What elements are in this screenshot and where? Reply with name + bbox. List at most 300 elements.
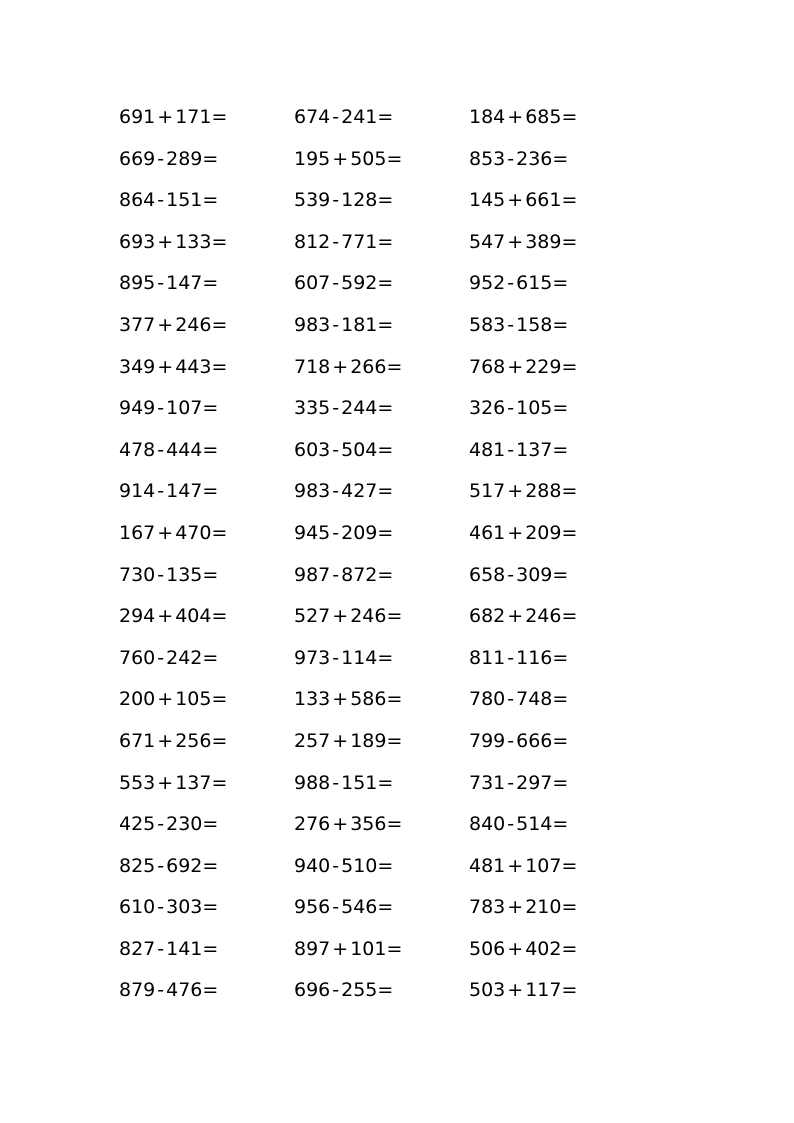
- operand-b: 133: [175, 230, 212, 253]
- equals-sign: =: [377, 896, 394, 919]
- equals-sign: =: [377, 854, 394, 877]
- operand-a: 840: [469, 813, 506, 836]
- operand-b: 117: [525, 979, 562, 1002]
- operand-b: 289: [166, 147, 203, 170]
- equals-sign: =: [377, 397, 394, 420]
- math-problem: [294, 471, 469, 513]
- operand-b: 443: [175, 355, 212, 378]
- operand-b: 105: [175, 688, 212, 711]
- math-problem: [119, 139, 294, 181]
- equals-sign: =: [386, 688, 403, 711]
- operand-a: 425: [119, 813, 156, 836]
- equals-sign: =: [211, 521, 228, 544]
- operator: +: [507, 521, 524, 544]
- operand-b: 246: [525, 605, 562, 628]
- math-problem: [294, 347, 469, 389]
- operand-b: 137: [175, 771, 212, 794]
- operand-b: 444: [166, 438, 203, 461]
- operator: -: [507, 688, 515, 711]
- equals-sign: =: [377, 646, 394, 669]
- operand-a: 674: [294, 106, 331, 128]
- operand-b: 288: [525, 480, 562, 503]
- equals-sign: =: [202, 189, 219, 212]
- equals-sign: =: [377, 521, 394, 544]
- math-problem: [469, 430, 644, 472]
- math-problem: [469, 263, 644, 305]
- operator: +: [157, 230, 174, 253]
- operator: -: [332, 230, 340, 253]
- operator: +: [332, 147, 349, 170]
- math-problem: [469, 721, 644, 763]
- operand-a: 603: [294, 438, 331, 461]
- math-problem: [119, 471, 294, 513]
- equals-sign: =: [386, 147, 403, 170]
- operand-a: 349: [119, 355, 156, 378]
- math-problem: [119, 555, 294, 597]
- equals-sign: =: [211, 771, 228, 794]
- operand-b: 266: [350, 355, 387, 378]
- operand-a: 184: [469, 106, 506, 128]
- equals-sign: =: [386, 729, 403, 752]
- equals-sign: =: [386, 605, 403, 628]
- operand-b: 297: [516, 771, 553, 794]
- operator: -: [157, 813, 165, 836]
- operand-a: 691: [119, 106, 156, 128]
- math-problem: [119, 596, 294, 638]
- math-problem: [294, 555, 469, 597]
- operator: -: [332, 646, 340, 669]
- math-problem: [119, 513, 294, 555]
- operator: -: [157, 563, 165, 586]
- equals-sign: =: [552, 813, 569, 836]
- operand-b: 210: [525, 896, 562, 919]
- math-problem: [294, 263, 469, 305]
- equals-sign: =: [561, 106, 578, 128]
- operand-a: 983: [294, 313, 331, 336]
- equals-sign: =: [211, 313, 228, 336]
- operand-b: 209: [525, 521, 562, 544]
- math-problem: [119, 721, 294, 763]
- operand-b: 107: [525, 854, 562, 877]
- operator: +: [507, 979, 524, 1002]
- equals-sign: =: [211, 106, 228, 128]
- math-problem: [294, 887, 469, 929]
- operand-b: 303: [166, 896, 203, 919]
- operand-a: 257: [294, 729, 331, 752]
- math-problem: [469, 804, 644, 846]
- operand-a: 973: [294, 646, 331, 669]
- operand-a: 583: [469, 313, 506, 336]
- operand-b: 141: [166, 937, 203, 960]
- operand-a: 914: [119, 480, 156, 503]
- math-problem: [294, 596, 469, 638]
- operand-a: 377: [119, 313, 156, 336]
- operand-a: 988: [294, 771, 331, 794]
- equals-sign: =: [202, 480, 219, 503]
- operator: -: [157, 438, 165, 461]
- operand-b: 101: [350, 937, 387, 960]
- operand-b: 389: [525, 230, 562, 253]
- math-problem: [294, 929, 469, 971]
- operand-b: 356: [350, 813, 387, 836]
- math-problem: [119, 763, 294, 805]
- math-problem: [469, 555, 644, 597]
- equals-sign: =: [377, 979, 394, 1002]
- math-problem: [469, 929, 644, 971]
- operator: -: [157, 272, 165, 295]
- operand-b: 158: [516, 313, 553, 336]
- operator: -: [507, 397, 515, 420]
- operand-b: 771: [341, 230, 378, 253]
- operand-b: 246: [175, 313, 212, 336]
- equals-sign: =: [202, 272, 219, 295]
- operand-b: 615: [516, 272, 553, 295]
- operand-a: 326: [469, 397, 506, 420]
- operator: -: [507, 147, 515, 170]
- operand-b: 244: [341, 397, 378, 420]
- equals-sign: =: [561, 355, 578, 378]
- math-problem: [119, 180, 294, 222]
- equals-sign: =: [386, 355, 403, 378]
- operand-a: 610: [119, 896, 156, 919]
- operand-a: 200: [119, 688, 156, 711]
- equals-sign: =: [377, 106, 394, 128]
- math-problem: [119, 929, 294, 971]
- equals-sign: =: [202, 854, 219, 877]
- operand-a: 294: [119, 605, 156, 628]
- math-problem: [119, 222, 294, 264]
- operand-a: 768: [469, 355, 506, 378]
- operator: +: [507, 106, 524, 128]
- problem-column-2: [294, 97, 469, 1012]
- equals-sign: =: [202, 147, 219, 170]
- equals-sign: =: [561, 937, 578, 960]
- operand-a: 853: [469, 147, 506, 170]
- operator: +: [507, 230, 524, 253]
- operator: -: [332, 313, 340, 336]
- operand-b: 171: [175, 106, 212, 128]
- operator: +: [507, 355, 524, 378]
- operator: +: [332, 813, 349, 836]
- operand-b: 748: [516, 688, 553, 711]
- operand-a: 949: [119, 397, 156, 420]
- math-problem: [294, 139, 469, 181]
- operator: -: [157, 397, 165, 420]
- equals-sign: =: [211, 605, 228, 628]
- operator: -: [332, 438, 340, 461]
- equals-sign: =: [377, 480, 394, 503]
- math-problem: [469, 97, 644, 139]
- operand-a: 167: [119, 521, 156, 544]
- operand-a: 658: [469, 563, 506, 586]
- operand-a: 987: [294, 563, 331, 586]
- operand-a: 825: [119, 854, 156, 877]
- operator: +: [157, 106, 174, 128]
- operator: +: [157, 771, 174, 794]
- math-problem: [294, 180, 469, 222]
- operand-b: 114: [341, 646, 378, 669]
- math-problem: [469, 347, 644, 389]
- operator: -: [157, 480, 165, 503]
- operand-b: 404: [175, 605, 212, 628]
- operand-b: 872: [341, 563, 378, 586]
- operand-b: 504: [341, 438, 378, 461]
- operator: -: [157, 979, 165, 1002]
- operand-b: 209: [341, 521, 378, 544]
- operand-a: 718: [294, 355, 331, 378]
- operand-a: 539: [294, 189, 331, 212]
- equals-sign: =: [386, 937, 403, 960]
- operator: +: [157, 688, 174, 711]
- operator: -: [332, 521, 340, 544]
- operand-b: 692: [166, 854, 203, 877]
- equals-sign: =: [377, 189, 394, 212]
- operator: -: [157, 854, 165, 877]
- equals-sign: =: [202, 979, 219, 1002]
- operator: -: [157, 937, 165, 960]
- operator: -: [332, 397, 340, 420]
- operator: -: [332, 563, 340, 586]
- math-problem: [469, 887, 644, 929]
- math-problem: [469, 846, 644, 888]
- operator: +: [157, 729, 174, 752]
- operand-a: 897: [294, 937, 331, 960]
- operator: +: [157, 605, 174, 628]
- operand-a: 693: [119, 230, 156, 253]
- equals-sign: =: [202, 813, 219, 836]
- operand-b: 241: [341, 106, 378, 128]
- math-problem: [469, 679, 644, 721]
- operator: -: [332, 854, 340, 877]
- operand-a: 671: [119, 729, 156, 752]
- operand-b: 546: [341, 896, 378, 919]
- operand-b: 151: [341, 771, 378, 794]
- math-problem: [469, 180, 644, 222]
- operator: -: [332, 771, 340, 794]
- math-problem: [469, 305, 644, 347]
- equals-sign: =: [377, 563, 394, 586]
- equals-sign: =: [211, 355, 228, 378]
- math-problem: [469, 471, 644, 513]
- operand-b: 586: [350, 688, 387, 711]
- equals-sign: =: [552, 147, 569, 170]
- operand-b: 661: [525, 189, 562, 212]
- problem-column-3: [469, 97, 644, 1012]
- operand-b: 309: [516, 563, 553, 586]
- operator: +: [332, 729, 349, 752]
- operand-b: 476: [166, 979, 203, 1002]
- operator: +: [332, 937, 349, 960]
- equals-sign: =: [561, 896, 578, 919]
- operand-b: 189: [350, 729, 387, 752]
- operator: +: [507, 937, 524, 960]
- operand-a: 799: [469, 729, 506, 752]
- operand-b: 470: [175, 521, 212, 544]
- operand-a: 481: [469, 438, 506, 461]
- operand-b: 255: [341, 979, 378, 1002]
- equals-sign: =: [202, 646, 219, 669]
- operand-a: 607: [294, 272, 331, 295]
- operator: -: [157, 896, 165, 919]
- math-problem: [119, 887, 294, 929]
- operator: +: [332, 688, 349, 711]
- operand-a: 952: [469, 272, 506, 295]
- math-problem: [119, 430, 294, 472]
- operand-a: 481: [469, 854, 506, 877]
- operand-a: 864: [119, 189, 156, 212]
- operator: +: [332, 355, 349, 378]
- operand-a: 547: [469, 230, 506, 253]
- operand-b: 685: [525, 106, 562, 128]
- operand-a: 276: [294, 813, 331, 836]
- operator: +: [157, 521, 174, 544]
- operand-a: 461: [469, 521, 506, 544]
- math-problem: [469, 970, 644, 1012]
- operator: +: [507, 605, 524, 628]
- equals-sign: =: [377, 313, 394, 336]
- operator: -: [507, 272, 515, 295]
- operator: +: [507, 480, 524, 503]
- operator: +: [507, 854, 524, 877]
- equals-sign: =: [386, 813, 403, 836]
- math-problem: [469, 763, 644, 805]
- equals-sign: =: [561, 521, 578, 544]
- equals-sign: =: [552, 771, 569, 794]
- equals-sign: =: [552, 313, 569, 336]
- operator: -: [332, 272, 340, 295]
- math-problem: [294, 638, 469, 680]
- operand-b: 402: [525, 937, 562, 960]
- operand-a: 879: [119, 979, 156, 1002]
- math-problem: [119, 970, 294, 1012]
- math-problem: [119, 305, 294, 347]
- operand-a: 940: [294, 854, 331, 877]
- equals-sign: =: [561, 979, 578, 1002]
- operand-b: 592: [341, 272, 378, 295]
- operator: -: [507, 729, 515, 752]
- math-problem: [469, 388, 644, 430]
- equals-sign: =: [552, 688, 569, 711]
- operator: +: [157, 313, 174, 336]
- operand-b: 256: [175, 729, 212, 752]
- operand-b: 242: [166, 646, 203, 669]
- operand-b: 427: [341, 480, 378, 503]
- operand-a: 133: [294, 688, 331, 711]
- equals-sign: =: [211, 729, 228, 752]
- operator: +: [157, 355, 174, 378]
- operand-b: 510: [341, 854, 378, 877]
- math-problem: [294, 222, 469, 264]
- operand-b: 246: [350, 605, 387, 628]
- operand-a: 478: [119, 438, 156, 461]
- equals-sign: =: [202, 896, 219, 919]
- operator: -: [157, 646, 165, 669]
- operand-a: 895: [119, 272, 156, 295]
- equals-sign: =: [561, 605, 578, 628]
- equals-sign: =: [377, 438, 394, 461]
- operator: -: [332, 480, 340, 503]
- operator: +: [332, 605, 349, 628]
- operand-b: 135: [166, 563, 203, 586]
- equals-sign: =: [552, 397, 569, 420]
- operand-b: 147: [166, 480, 203, 503]
- equals-sign: =: [552, 563, 569, 586]
- operand-a: 553: [119, 771, 156, 794]
- operand-b: 137: [516, 438, 553, 461]
- math-problem: [119, 263, 294, 305]
- equals-sign: =: [561, 480, 578, 503]
- worksheet: [119, 97, 644, 1012]
- operand-a: 730: [119, 563, 156, 586]
- equals-sign: =: [202, 397, 219, 420]
- equals-sign: =: [202, 438, 219, 461]
- math-problem: [469, 139, 644, 181]
- operand-b: 107: [166, 397, 203, 420]
- operand-b: 666: [516, 729, 553, 752]
- equals-sign: =: [552, 272, 569, 295]
- operator: -: [157, 189, 165, 212]
- operand-b: 229: [525, 355, 562, 378]
- equals-sign: =: [552, 646, 569, 669]
- equals-sign: =: [202, 563, 219, 586]
- math-problem: [294, 804, 469, 846]
- operator: -: [332, 896, 340, 919]
- operand-a: 731: [469, 771, 506, 794]
- operator: -: [507, 438, 515, 461]
- operator: -: [507, 771, 515, 794]
- operand-b: 181: [341, 313, 378, 336]
- operator: -: [507, 563, 515, 586]
- operand-b: 128: [341, 189, 378, 212]
- math-problem: [119, 388, 294, 430]
- operand-b: 116: [516, 646, 553, 669]
- operand-b: 505: [350, 147, 387, 170]
- equals-sign: =: [561, 230, 578, 253]
- equals-sign: =: [377, 230, 394, 253]
- operator: -: [507, 313, 515, 336]
- equals-sign: =: [211, 230, 228, 253]
- operator: -: [332, 189, 340, 212]
- operator: -: [507, 646, 515, 669]
- math-problem: [469, 596, 644, 638]
- operator: +: [507, 189, 524, 212]
- math-problem: [119, 846, 294, 888]
- operand-a: 827: [119, 937, 156, 960]
- math-problem: [119, 638, 294, 680]
- math-problem: [119, 804, 294, 846]
- operand-a: 682: [469, 605, 506, 628]
- operator: -: [332, 979, 340, 1002]
- math-problem: [469, 222, 644, 264]
- math-problem: [119, 347, 294, 389]
- equals-sign: =: [211, 688, 228, 711]
- operator: -: [507, 813, 515, 836]
- equals-sign: =: [377, 771, 394, 794]
- operand-b: 230: [166, 813, 203, 836]
- operand-a: 195: [294, 147, 331, 170]
- math-problem: [294, 846, 469, 888]
- operand-b: 236: [516, 147, 553, 170]
- operator: -: [157, 147, 165, 170]
- operand-a: 812: [294, 230, 331, 253]
- operator: -: [332, 106, 340, 128]
- math-problem: [294, 970, 469, 1012]
- operand-b: 147: [166, 272, 203, 295]
- operand-a: 506: [469, 937, 506, 960]
- math-problem: [294, 763, 469, 805]
- math-problem: [119, 97, 294, 139]
- operand-a: 517: [469, 480, 506, 503]
